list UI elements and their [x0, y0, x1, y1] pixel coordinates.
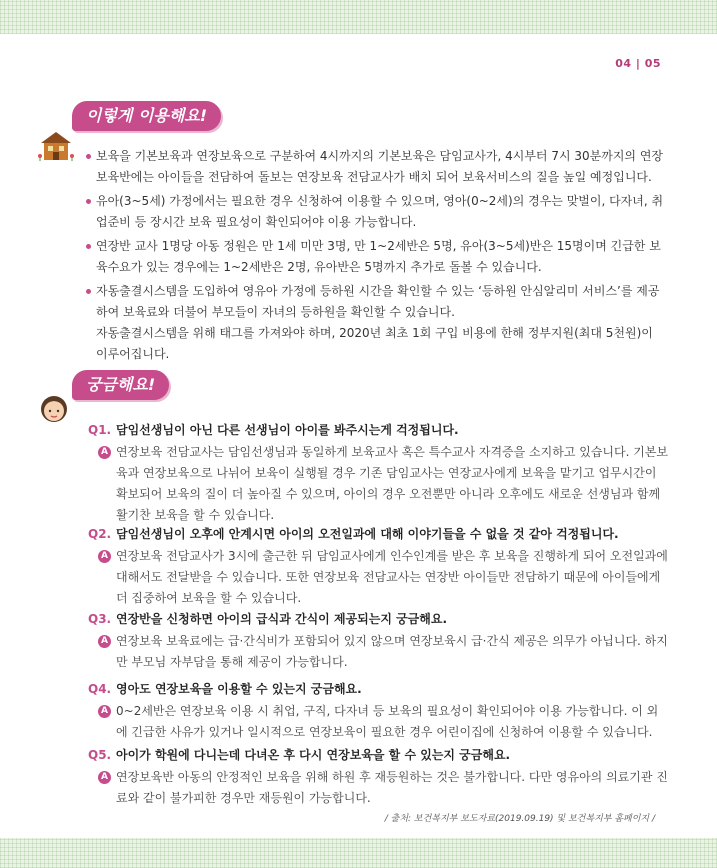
- answer-block: [88, 701, 668, 743]
- question-text: 담임선생님이 아닌 다른 선생님이 아이를 봐주시는게 걱정됩니다.: [116, 423, 459, 437]
- question-text: 연장반을 신청하면 아이의 급식과 간식이 제공되는지 궁금해요.: [116, 612, 448, 626]
- question-number: Q1.: [88, 423, 112, 437]
- question-line: [88, 421, 668, 439]
- house-icon: [38, 130, 74, 162]
- question-number: Q2.: [88, 527, 112, 541]
- faq-item: [88, 610, 668, 673]
- question-number: Q5.: [88, 748, 112, 762]
- question-text: 영아도 연장보육을 이용할 수 있는지 궁금해요.: [116, 682, 362, 696]
- section-title-faq: 궁금해요!: [72, 370, 169, 400]
- usage-text: 보육을 기본보육과 연장보육으로 구분하여 4시까지의 기본보육은 담임교사가, 4시부터 7시 30분까지의 연장보육반에는 아이들을 전담하여 돌보는 연장보육 전담교사가 배치 되어 보육서비스의 질을 높일 예정입니다.: [96, 149, 664, 184]
- answer-block: [88, 767, 668, 809]
- usage-extra-text: 자동출결시스템을 위해 태그를 가져와야 하며, 2020년 최초 1회 구입 비용에 한해 정부지원(최대 5천원)이 이루어집니다.: [96, 326, 653, 361]
- answer-text: 연장보육반 아동의 안정적인 보육을 위해 하원 후 재등원하는 것은 불가합니다. 다만 영유아의 의료기관 진료와 같이 불가피한 경우만 재등원이 가능합니다.: [116, 770, 668, 805]
- bullet-icon: [86, 199, 91, 204]
- answer-icon: A: [98, 705, 111, 718]
- bottom-pattern-band: [0, 838, 717, 868]
- usage-text: 자동출결시스템을 도입하여 영유아 가정에 등하원 시간을 확인할 수 있는 ‘등하원 안심알리미 서비스’를 제공하여 보육료와 더불어 부모들이 자녀의 등하원을 확인할 수 있습니다.: [96, 284, 660, 319]
- faq-item: [88, 421, 668, 526]
- question-line: [88, 610, 668, 628]
- question-number: Q3.: [88, 612, 112, 626]
- answer-block: [88, 546, 668, 609]
- faq-item: [88, 746, 668, 809]
- answer-text: 0~2세반은 연장보육 이용 시 취업, 구직, 다자녀 등 보육의 필요성이 확인되어야 이용 가능합니다. 이 외에 긴급한 사유가 있거나 일시적으로 연장보육이 필요한 경우 어린이집에 신청하여 이용할 수 있습니다.: [116, 704, 659, 739]
- bullet-icon: [86, 244, 91, 249]
- list-item: [86, 236, 668, 278]
- answer-icon: A: [98, 771, 111, 784]
- teacher-face-icon: [36, 390, 72, 426]
- source-citation: / 출처: 보건복지부 보도자료(2019.09.19) 및 보건복지부 홈페이지 /: [384, 814, 655, 824]
- section-title-usage: 이렇게 이용해요!: [72, 101, 221, 131]
- answer-block: [88, 631, 668, 673]
- faq-item: [88, 525, 668, 609]
- usage-text: 유아(3~5세) 가정에서는 필요한 경우 신청하여 이용할 수 있으며, 영아(0~2세)의 경우는 맞벌이, 다자녀, 취업준비 등 장시간 보육 필요성이 확인되어야 이용 가능합니다.: [96, 194, 664, 229]
- list-item: [86, 191, 668, 233]
- question-text: 담임선생님이 오후에 안계시면 아이의 오전일과에 대해 이야기들을 수 없을 것 같아 걱정됩니다.: [116, 527, 619, 541]
- faq-item: [88, 680, 668, 743]
- page-number: 04 | 05: [615, 57, 661, 70]
- usage-list: [86, 146, 668, 368]
- list-item: [86, 281, 668, 365]
- top-pattern-band: [0, 0, 717, 34]
- answer-icon: A: [98, 635, 111, 648]
- answer-text: 연장보육 전담교사는 담임선생님과 동일하게 보육교사 혹은 특수교사 자격증을 소지하고 있습니다. 기본보육과 연장보육으로 나뉘어 보육이 실행될 경우 기존 담임교사는 연장교사에게 보육을 맡기고 업무시간이 확보되어 보육의 질이 더 높아질 수 있으며, 아이의 경우 오전뿐만 아니라 오후에도 새로운 선생님과 함께 활기찬 보육을 할 수 있습니다.: [116, 445, 669, 522]
- question-line: [88, 680, 668, 698]
- list-item: [86, 146, 668, 188]
- question-number: Q4.: [88, 682, 112, 696]
- answer-text: 연장보육 전담교사가 3시에 출근한 뒤 담임교사에게 인수인계를 받은 후 보육을 진행하게 되어 오전일과에 대해서도 전달받을 수 있습니다. 또한 연장보육 전담교사는 연장반 아이들만 전담하기 때문에 아이들에게 더 집중하여 보육을 할 수 있습니다.: [116, 549, 668, 605]
- answer-text: 연장보육 보육료에는 급·간식비가 포함되어 있지 않으며 연장보육시 급·간식 제공은 의무가 아닙니다. 하지만 부모님 자부담을 통해 제공이 가능합니다.: [116, 634, 668, 669]
- usage-text: 연장반 교사 1명당 아동 정원은 만 1세 미만 3명, 만 1~2세반은 5명, 유아(3~5세)반은 15명이며 긴급한 보육수요가 있는 경우에는 1~2세반은 2명, 유아반은 5명까지 추가로 돌볼 수 있습니다.: [96, 239, 661, 274]
- question-line: [88, 746, 668, 764]
- answer-icon: A: [98, 446, 111, 459]
- question-text: 아이가 학원에 다니는데 다녀온 후 다시 연장보육을 할 수 있는지 궁금해요.: [116, 748, 511, 762]
- bullet-icon: [86, 289, 91, 294]
- answer-block: [88, 442, 668, 526]
- bullet-icon: [86, 154, 91, 159]
- answer-icon: A: [98, 550, 111, 563]
- question-line: [88, 525, 668, 543]
